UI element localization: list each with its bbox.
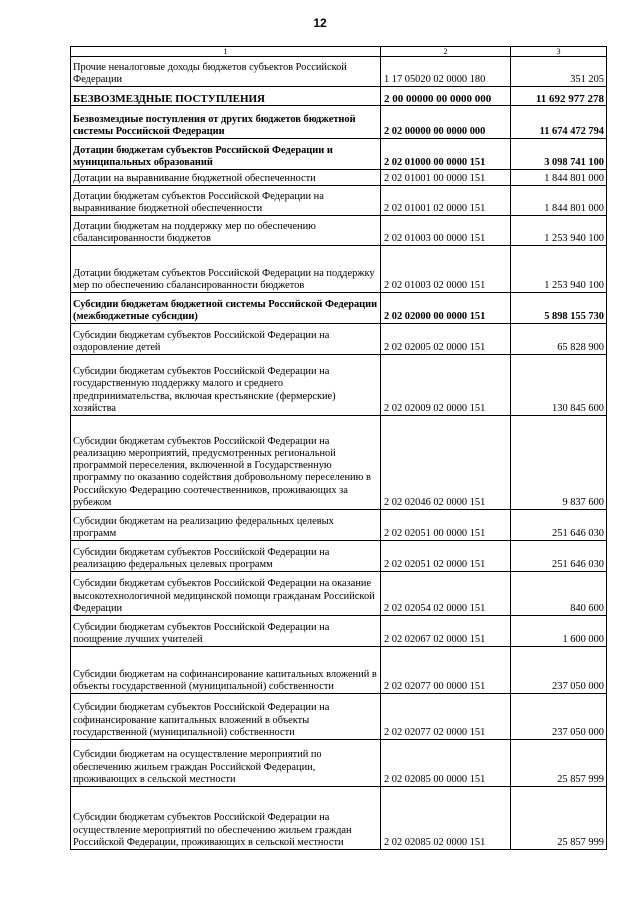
table-row <box>71 106 607 139</box>
row-amount-cell: 351 205 <box>511 57 607 87</box>
row-code-cell: 2 00 00000 00 0000 000 <box>381 87 511 106</box>
row-code-cell: 2 02 02046 02 0000 151 <box>381 416 511 510</box>
row-code-cell: 2 02 02077 02 0000 151 <box>381 694 511 740</box>
row-amount-cell: 25 857 999 <box>511 740 607 787</box>
table-row <box>71 616 607 647</box>
row-code-cell: 2 02 01001 02 0000 151 <box>381 186 511 216</box>
row-code-cell: 2 02 02054 02 0000 151 <box>381 572 511 616</box>
table-row <box>71 324 607 355</box>
row-code-cell: 2 02 02009 02 0000 151 <box>381 355 511 416</box>
row-name-cell: Дотации на выравнивание бюджетной обеспеченности <box>71 170 381 186</box>
row-name-cell: Субсидии бюджетам субъектов Российской Федерации на реализацию федеральных целевых программ <box>71 541 381 572</box>
row-name-cell: Субсидии бюджетам на осуществление мероприятий по обеспечению жильем граждан Российской Федерации, проживающих в сельской местности <box>71 740 381 787</box>
table-row <box>71 57 607 87</box>
header-col-1: 1 <box>71 47 381 57</box>
table-row <box>71 186 607 216</box>
row-amount-cell: 1 600 000 <box>511 616 607 647</box>
row-amount-cell: 251 646 030 <box>511 541 607 572</box>
header-col-2: 2 <box>381 47 511 57</box>
row-name-cell: Субсидии бюджетам на реализацию федеральных целевых программ <box>71 510 381 541</box>
row-name-cell: Субсидии бюджетам субъектов Российской Федерации на софинансирование капитальных вложений в объекты государственной (муниципальной) собственности <box>71 694 381 740</box>
row-name-cell: Субсидии бюджетам бюджетной системы Российской Федерации (межбюджетные субсидии) <box>71 293 381 324</box>
row-code-cell: 2 02 01003 02 0000 151 <box>381 246 511 293</box>
row-code-cell: 2 02 00000 00 0000 000 <box>381 106 511 139</box>
table-row <box>71 416 607 510</box>
table-row <box>71 510 607 541</box>
row-amount-cell: 3 098 741 100 <box>511 139 607 170</box>
row-name-cell: Дотации бюджетам субъектов Российской Федерации и муниципальных образований <box>71 139 381 170</box>
row-code-cell: 2 02 02085 00 0000 151 <box>381 740 511 787</box>
row-name-cell: Субсидии бюджетам субъектов Российской Федерации на государственную поддержку малого и среднего предпринимательства, включая крестьянские (фермерские) хозяйства <box>71 355 381 416</box>
row-amount-cell: 130 845 600 <box>511 355 607 416</box>
budget-revenue-table <box>70 46 607 850</box>
table-row <box>71 246 607 293</box>
row-name-cell: Субсидии бюджетам субъектов Российской Федерации на оказание высокотехнологичной медицинской помощи гражданам Российской Федерации <box>71 572 381 616</box>
row-code-cell: 2 02 02085 02 0000 151 <box>381 787 511 850</box>
row-name-cell: Прочие неналоговые доходы бюджетов субъектов Российской Федерации <box>71 57 381 87</box>
row-name-cell: Безвозмездные поступления от других бюджетов бюджетной системы Российской Федерации <box>71 106 381 139</box>
table-row <box>71 355 607 416</box>
table-row <box>71 647 607 694</box>
table-row <box>71 694 607 740</box>
page-number: 12 <box>313 16 327 30</box>
row-code-cell: 2 02 02051 02 0000 151 <box>381 541 511 572</box>
row-name-cell: Субсидии бюджетам на софинансирование капитальных вложений в объекты государственной (муниципальной) собственности <box>71 647 381 694</box>
row-code-cell: 2 02 01000 00 0000 151 <box>381 139 511 170</box>
table-row <box>71 139 607 170</box>
row-amount-cell: 237 050 000 <box>511 694 607 740</box>
row-amount-cell: 9 837 600 <box>511 416 607 510</box>
row-code-cell: 1 17 05020 02 0000 180 <box>381 57 511 87</box>
table-row <box>71 787 607 850</box>
table-row <box>71 170 607 186</box>
row-code-cell: 2 02 02051 00 0000 151 <box>381 510 511 541</box>
row-amount-cell: 840 600 <box>511 572 607 616</box>
row-code-cell: 2 02 02077 00 0000 151 <box>381 647 511 694</box>
row-amount-cell: 1 253 940 100 <box>511 246 607 293</box>
row-amount-cell: 11 692 977 278 <box>511 87 607 106</box>
table-row <box>71 293 607 324</box>
row-code-cell: 2 02 02000 00 0000 151 <box>381 293 511 324</box>
table-row <box>71 541 607 572</box>
table-row <box>71 216 607 246</box>
row-code-cell: 2 02 01003 00 0000 151 <box>381 216 511 246</box>
row-name-cell: Субсидии бюджетам субъектов Российской Федерации на поощрение лучших учителей <box>71 616 381 647</box>
row-name-cell: Субсидии бюджетам субъектов Российской Федерации на осуществление мероприятий по обеспечению жильем граждан Российской Федерации, проживающих в сельской местности <box>71 787 381 850</box>
row-name-cell: Дотации бюджетам на поддержку мер по обеспечению сбалансированности бюджетов <box>71 216 381 246</box>
table-row <box>71 572 607 616</box>
row-name-cell: Субсидии бюджетам субъектов Российской Федерации на оздоровление детей <box>71 324 381 355</box>
row-name-cell: Дотации бюджетам субъектов Российской Федерации на выравнивание бюджетной обеспеченности <box>71 186 381 216</box>
row-amount-cell: 1 844 801 000 <box>511 186 607 216</box>
row-name-cell: БЕЗВОЗМЕЗДНЫЕ ПОСТУПЛЕНИЯ <box>71 87 381 106</box>
table-header-row <box>71 47 607 57</box>
row-code-cell: 2 02 01001 00 0000 151 <box>381 170 511 186</box>
row-amount-cell: 5 898 155 730 <box>511 293 607 324</box>
row-code-cell: 2 02 02005 02 0000 151 <box>381 324 511 355</box>
row-name-cell: Субсидии бюджетам субъектов Российской Федерации на реализацию мероприятий, предусмотренных региональной программой переселения, включенной в Государственную программу по оказанию содействия добровольному переселению в Российскую Федерацию соотечественников, проживающих за рубежом <box>71 416 381 510</box>
row-amount-cell: 1 253 940 100 <box>511 216 607 246</box>
row-amount-cell: 1 844 801 000 <box>511 170 607 186</box>
row-amount-cell: 237 050 000 <box>511 647 607 694</box>
row-amount-cell: 251 646 030 <box>511 510 607 541</box>
row-name-cell: Дотации бюджетам субъектов Российской Федерации на поддержку мер по обеспечению сбалансированности бюджетов <box>71 246 381 293</box>
header-col-3: 3 <box>511 47 607 57</box>
row-code-cell: 2 02 02067 02 0000 151 <box>381 616 511 647</box>
table-row <box>71 87 607 106</box>
row-amount-cell: 65 828 900 <box>511 324 607 355</box>
row-amount-cell: 11 674 472 794 <box>511 106 607 139</box>
table-row <box>71 740 607 787</box>
row-amount-cell: 25 857 999 <box>511 787 607 850</box>
